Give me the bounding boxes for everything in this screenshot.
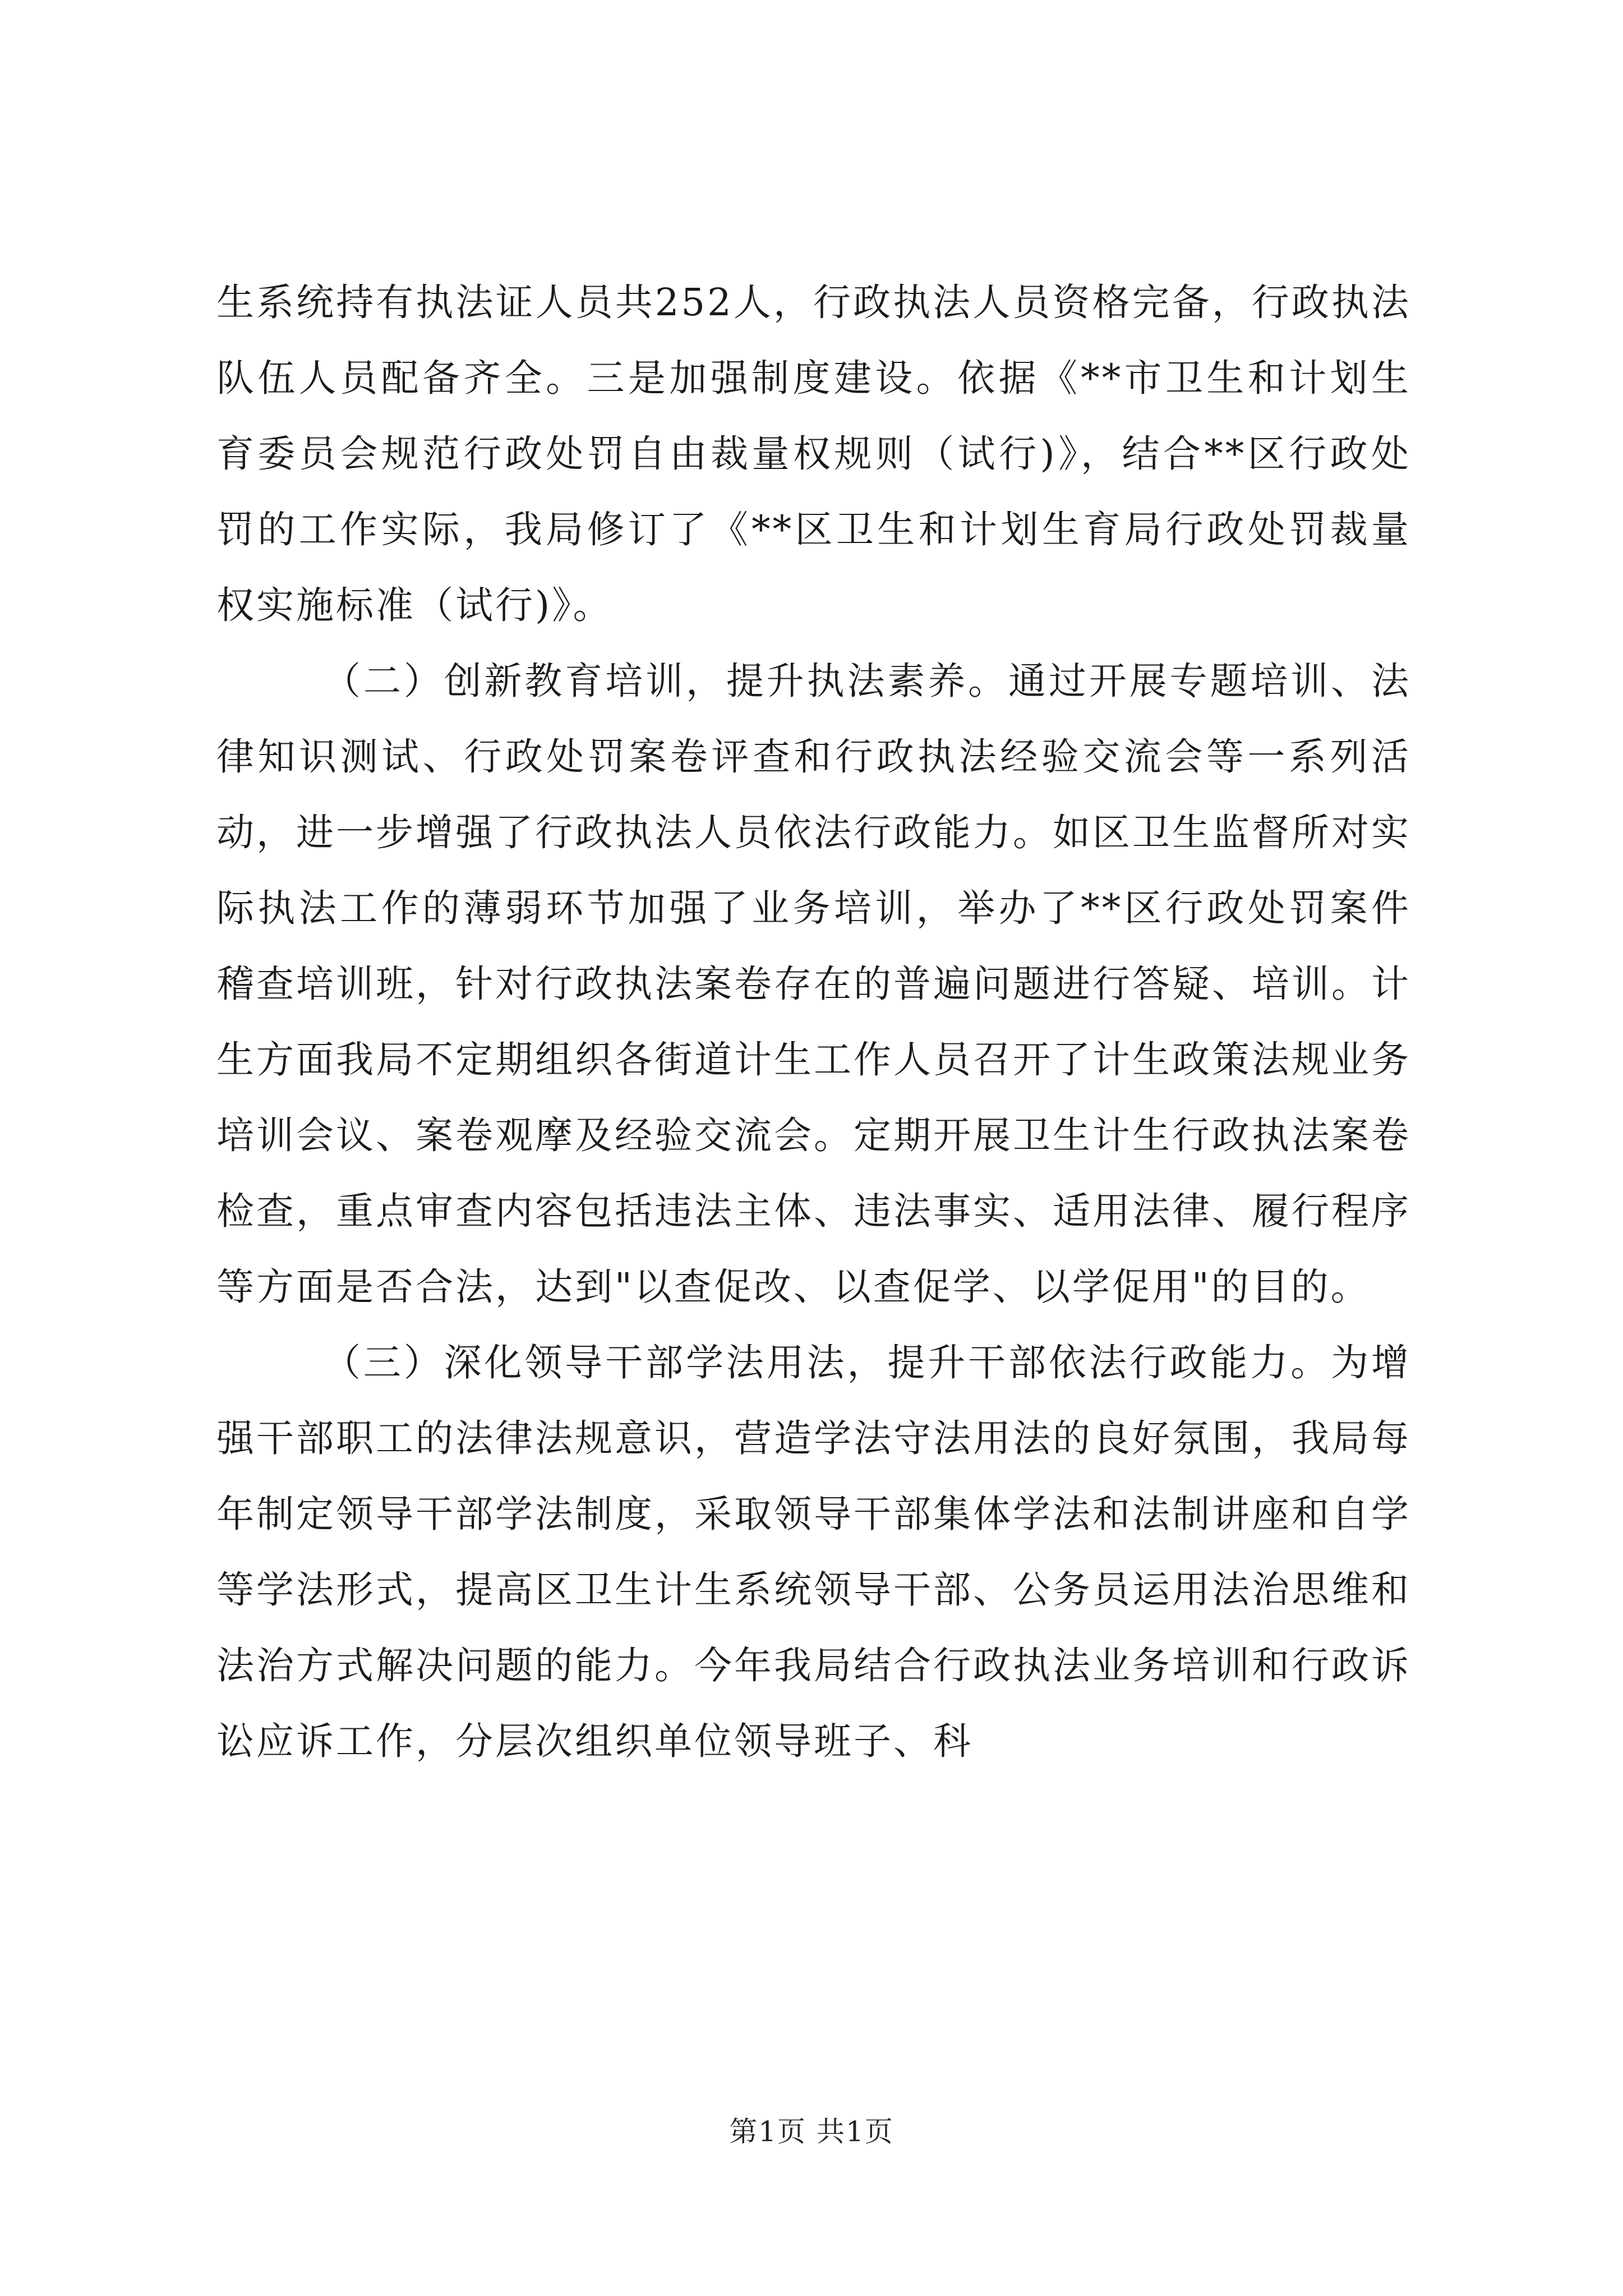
paragraph-1: 生系统持有执法证人员共252人，行政执法人员资格完备，行政执法队伍人员配备齐全。三是加强制度建设。依据《**市卫生和计划生育委员会规范行政处罚自由裁量权规则（试行)》，结合**区行政处罚的工作实际，我局修订了《**区卫生和计划生育局行政处罚裁量权实施标准（试行)》。 <box>216 280 1411 627</box>
paragraph-2: （二）创新教育培训，提升执法素养。通过开展专题培训、法律知识测试、行政处罚案卷评查和行政执法经验交流会等一系列活动，进一步增强了行政执法人员依法行政能力。如区卫生监督所对实际执法工作的薄弱环节加强了业务培训，举办了**区行政处罚案件稽查培训班，针对行政执法案卷存在的普遍问题进行答疑、培训。计生方面我局不定期组织各街道计生工作人员召开了计生政策法规业务培训会议、案卷观摩及经验交流会。定期开展卫生计生行政执法案卷检查，重点审查内容包括违法主体、违法事实、适用法律、履行程序等方面是否合法，达到"以查促改、以查促学、以学促用"的目的。 <box>216 659 1411 1309</box>
page-number-label: 第1页 共1页 <box>729 2115 894 2148</box>
page-footer <box>0 2112 1623 2151</box>
document-body <box>216 265 1411 1779</box>
paragraph-3: （三）深化领导干部学法用法，提升干部依法行政能力。为增强干部职工的法律法规意识，营造学法守法用法的良好氛围，我局每年制定领导干部学法制度，采取领导干部集体学法和法制讲座和自学等学法形式，提高区卫生计生系统领导干部、公务员运用法治思维和法治方式解决问题的能力。今年我局结合行政执法业务培训和行政诉讼应诉工作，分层次组织单位领导班子、科 <box>216 1341 1411 1763</box>
